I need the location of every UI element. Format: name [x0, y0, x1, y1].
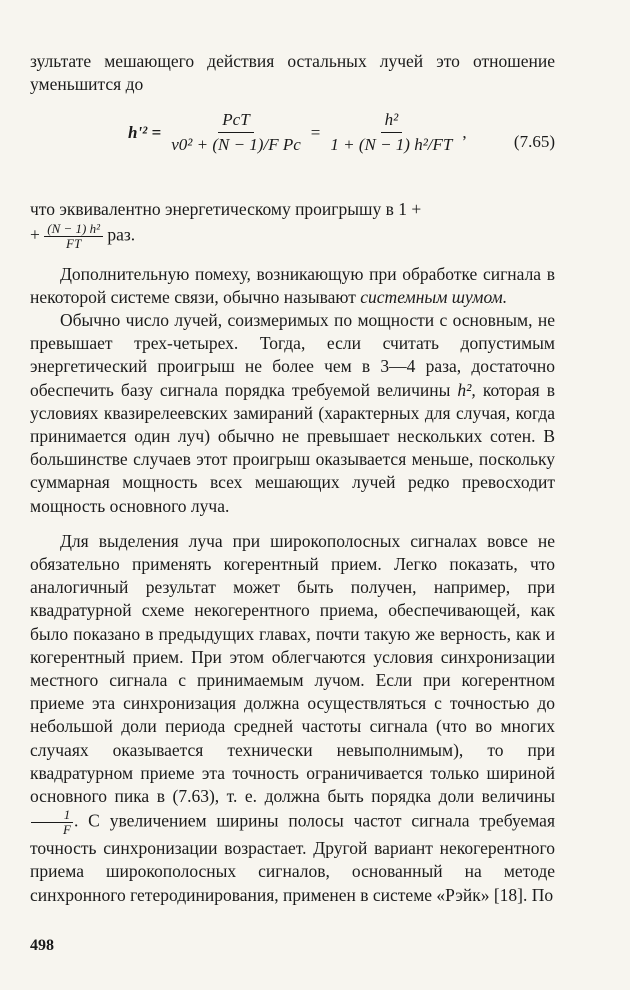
- rays-text-a: Обычно число лучей, соизмеримых по мощности с основным, не превышает трех-четырех. Тогда, если считать допустимым энергетический проигрыш не более чем в 3—4 раза, достаточно обеспечить базу сигнала порядка требуемой величины: [30, 310, 555, 400]
- paragraph-wideband: [30, 530, 555, 907]
- paragraph-intro: зультате мешающего действия остальных лучей это отношение уменьшится до: [30, 51, 555, 95]
- equivalent-fraction: [44, 222, 103, 251]
- formula-lhs: h'² =: [128, 122, 162, 142]
- equivalent-text: что эквивалентно энергетическому проигрышу в 1 +: [30, 199, 422, 220]
- equivalent-fraction-numerator: (N − 1) h²: [44, 222, 103, 237]
- formula-frac2-numerator: h²: [381, 110, 403, 133]
- system-noise-text: Дополнительную помеху, возникающую при обработке сигнала в некоторой системе связи, обычно называют: [30, 263, 555, 307]
- equivalent-tail: раз.: [107, 224, 136, 245]
- wideband-text-a: Для выделения луча при широкополосных сигналах вовсе не обязательно применять когерентный прием. Легко показать, что аналогичный результат может быть получен, например, при квадратурной схеме некогерентного приема, обеспечивающей, как было показано в предыдущих главах, почти такую же верность, как и когерентный прием. При этом облегчаются условия синхронизации местного сигнала с принимаемым лучом. Если при когерентном приеме эта синхронизация должна осуществляться с точностью до небольшой доли периода средней частоты сигнала (что во многих случаях оказывается технически невыполнимым), то при квадратурном приеме эта точность ограничивается только шириной основного пика в (7.63), т. е. должна быть порядка доли величины: [30, 530, 555, 807]
- formula-comma: ,: [462, 122, 467, 142]
- equivalent-plus: +: [30, 224, 40, 245]
- wideband-fraction-denominator: F: [63, 822, 71, 838]
- page-number: 498: [30, 937, 54, 954]
- paragraph-system-noise: [30, 263, 555, 309]
- wideband-fraction-numerator: 1: [31, 808, 74, 823]
- paragraph-equivalent: [30, 198, 555, 250]
- equation-number: (7.65): [513, 132, 555, 152]
- page-body: [30, 50, 555, 907]
- wideband-text-b: . С увеличением ширины полосы частот сигнала требуемая точность синхронизации возрастает. Другой вариант некогерентного приема широкополосных сигналов, основанный на методе синхронного гетеродинирования, применен в системе «Рэйк» [18]. По: [30, 810, 555, 905]
- formula-frac2-denominator: 1 + (N − 1) h²/FT: [330, 135, 453, 155]
- equivalent-fraction-denominator: FT: [66, 235, 82, 251]
- system-noise-term: системным шумом.: [360, 286, 508, 307]
- wideband-fraction: [30, 808, 74, 837]
- formula-frac1-denominator: ν0² + (N − 1)/F Pc: [171, 135, 301, 155]
- formula-frac1-numerator: PcT: [218, 110, 253, 133]
- rays-h2: h²,: [457, 379, 476, 400]
- paragraph-rays: [30, 309, 555, 518]
- formula-7-65: [30, 106, 555, 186]
- formula-equals: =: [310, 122, 321, 142]
- rays-text-b: которая в условиях квазирелеевских замираний (характерных для случая, когда принимается один луч) обычно не превышает нескольких сотен. В большинстве случаев этот проигрыш оказывается меньше, поскольку суммарная мощность всех мешающих лучей редко превосходит мощность основного луча.: [30, 379, 556, 516]
